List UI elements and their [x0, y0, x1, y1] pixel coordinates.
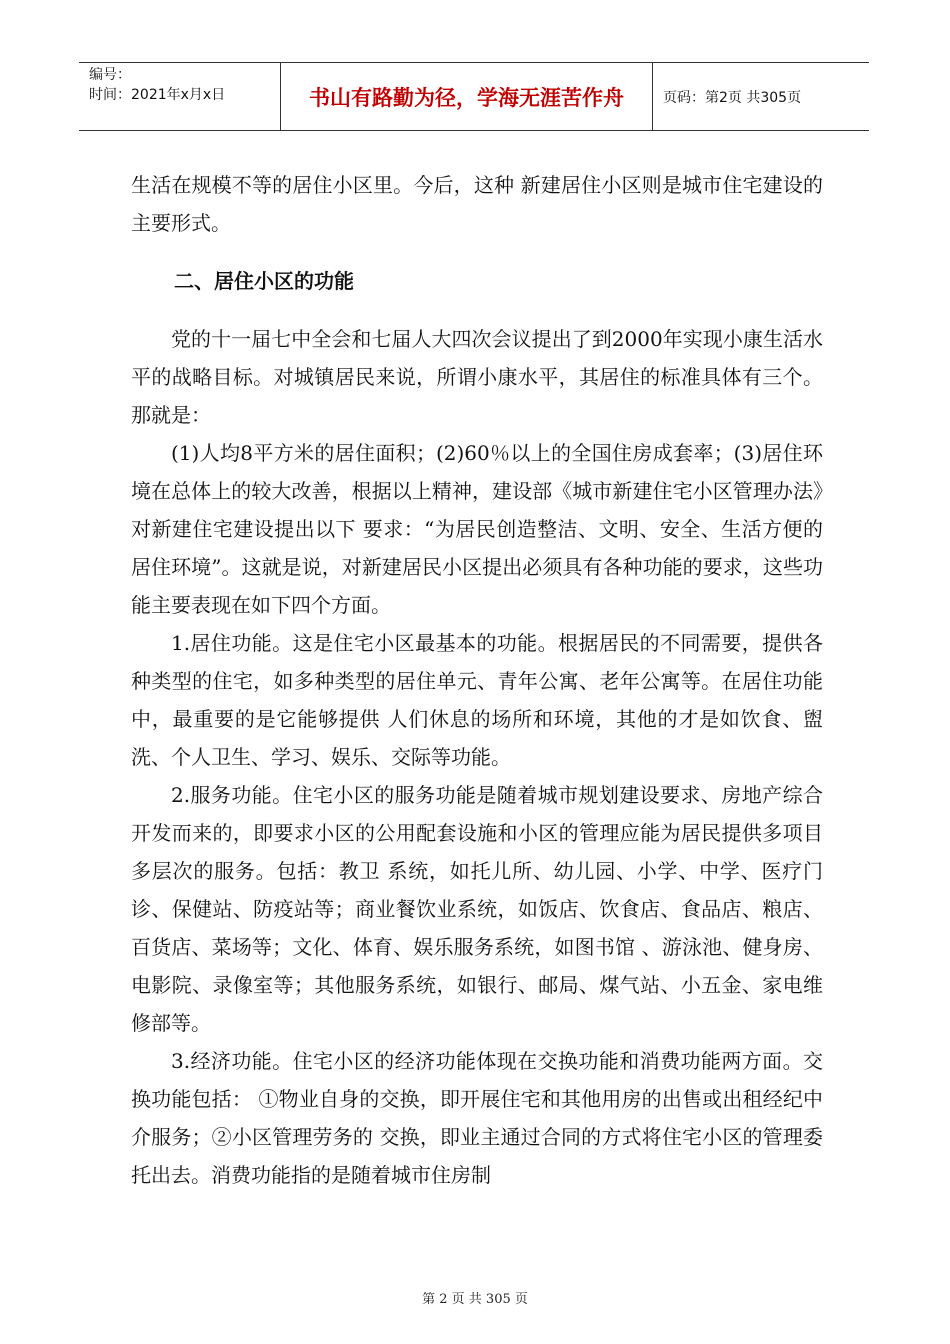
document-body — [131, 166, 823, 1194]
paragraph-3: 1.居住功能。这是住宅小区最基本的功能。根据居民的不同需要，提供各种类型的住宅，如多种类型的居住单元、青年公寓、老年公寓等。在居住功能中，最重要的是它能够提供 人们休息的场所和环境，其他的才是如饮食、盥洗、个人卫生、学习、娱乐、交际等功能。 — [131, 631, 823, 769]
paragraph-4: 2.服务功能。住宅小区的服务功能是随着城市规划建设要求、房地产综合开发而来的，即要求小区的公用配套设施和小区的管理应能为居民提供多项目多层次的服务。包括：教卫 系统，如托儿所、幼儿园、小学、中学、医疗门诊、保健站、防疫站等；商业餐饮业系统，如饭店、饮食店、食品店、粮店、百货店、菜场等；文化、体育、娱乐服务系统，如图书馆 、游泳池、健身房、电影院、录像室等；其他服务系统，如银行、邮局、煤气站、小五金、家电维修部等。 — [131, 783, 823, 1035]
document-time-label: 时间：2021年x月x日 — [89, 87, 226, 103]
section-heading: 二、居住小区的功能 — [174, 269, 354, 293]
intro-paragraph: 生活在规模不等的居住小区里。今后，这种 新建居住小区则是城市住宅建设的主要形式。 — [131, 173, 823, 235]
paragraph-2: (1)人均8平方米的居住面积；(2)60％以上的全国住房成套率；(3)居住环境在总体上的较大改善，根据以上精神，建设部《城市新建住宅小区管理办法》对新建住宅建设提出以下 要求：“为居民创造整洁、文明、安全、生活方便的居住环境”。这就是说，对新建居民小区提出必须具有各种功能的要求，这些功能主要表现在如下四个方面。 — [131, 441, 823, 617]
page-footer: 第 2 页 共 305 页 — [422, 1292, 528, 1307]
paragraph-5: 3.经济功能。住宅小区的经济功能体现在交换功能和消费功能两方面。交换功能包括： ①物业自身的交换，即开展住宅和其他用房的出售或出租经纪中介服务；②小区管理劳务的 交换，即业主通过合同的方式将住宅小区的管理委托出去。消费功能指的是随着城市住房制 — [131, 1049, 823, 1187]
document-number-label: 编号： — [89, 67, 131, 83]
paragraph-1: 党的十一届七中全会和七届人大四次会议提出了到2000年实现小康生活水平的战略目标。对城镇居民来说，所谓小康水平，其居住的标准具体有三个。那就是： — [131, 327, 823, 427]
document-header — [79, 62, 869, 131]
header-meta — [79, 63, 281, 130]
header-page-info: 页码：第2页 共305页 — [663, 89, 802, 106]
header-motto: 书山有路勤为径，学海无涯苦作舟 — [281, 63, 653, 130]
